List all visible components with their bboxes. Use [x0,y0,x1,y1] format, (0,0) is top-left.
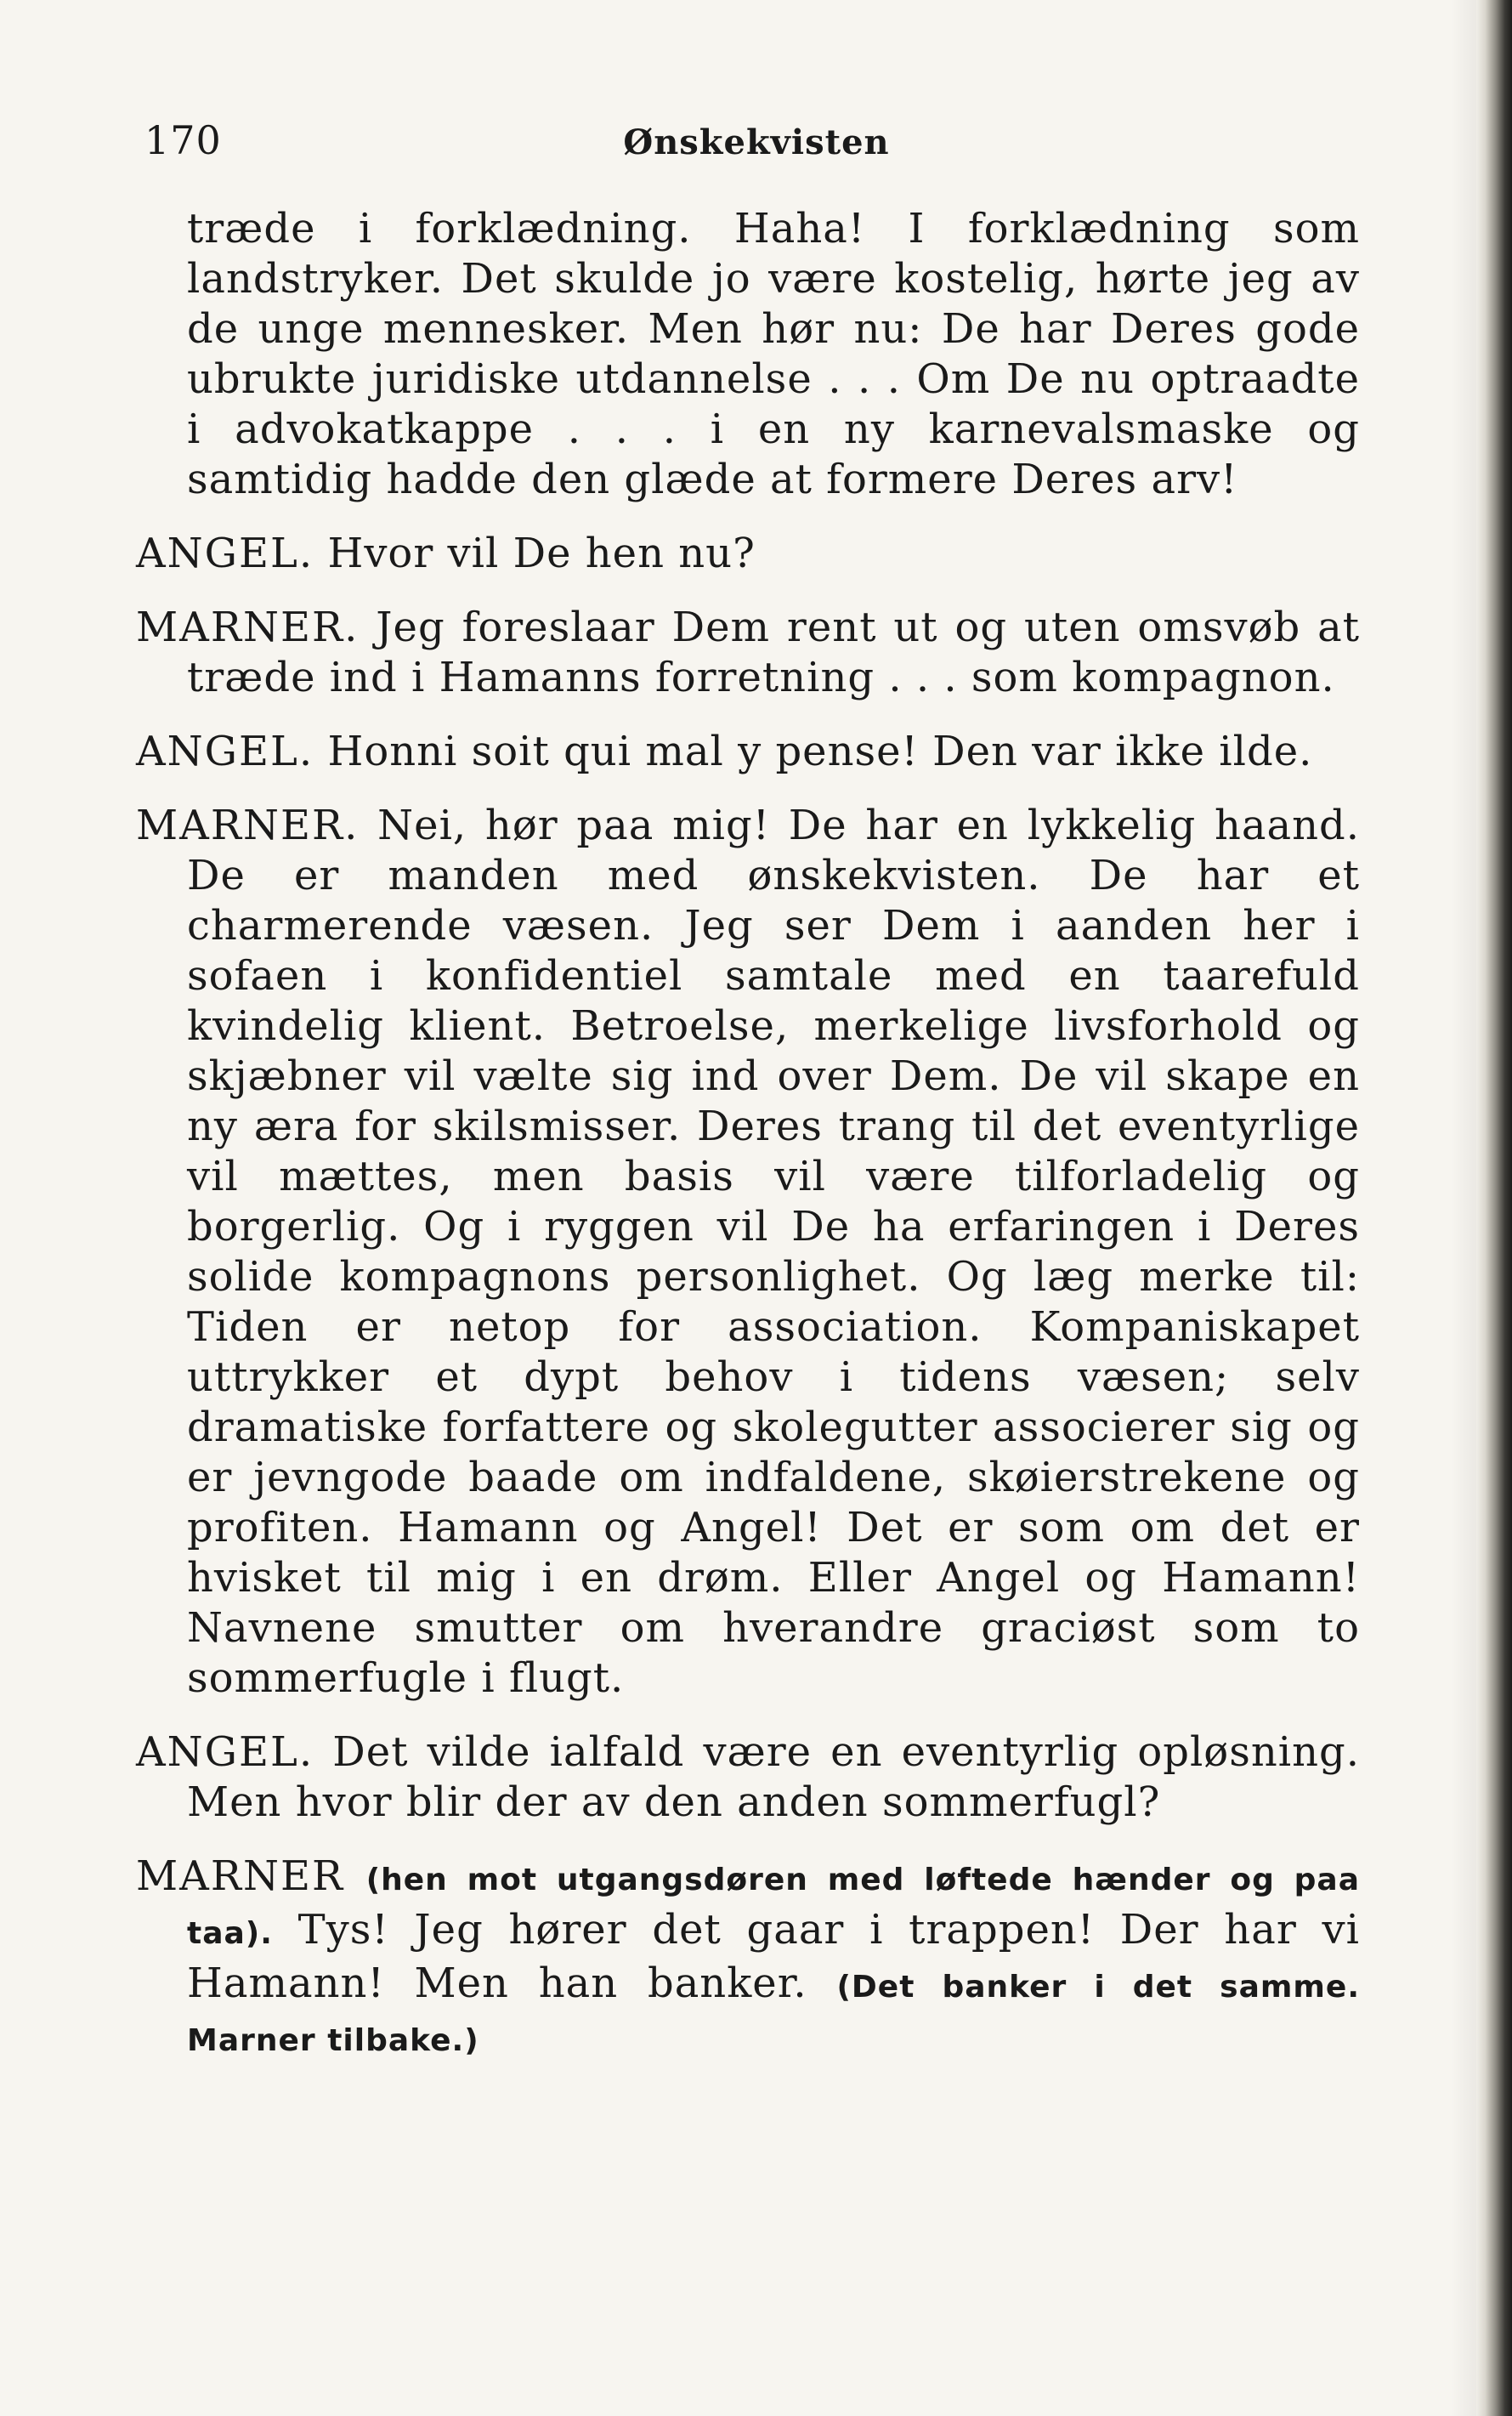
speech-text: Honni soit qui mal y pense! Den var ikke ilde. [327,728,1313,775]
speaker-name: ANGEL. [136,530,314,577]
speech-angel-1 [136,529,1360,579]
speech-text: Jeg foreslaar Dem rent ut og uten omsvøb at træde ind i Hamanns forretning . . . som kompagnon. [187,604,1361,701]
stage-direction: (hen mot utgangsdøren med løftede hænder og paa taa). [187,1863,1361,1951]
speech-angel-2 [136,727,1360,777]
page-header [144,117,1368,168]
speech-angel-3 [136,1727,1360,1828]
continued-paragraph: træde i forklædning. Haha! I forklædning som landstryker. Det skulde jo være kostelig, hørte jeg av de unge mennesker. Men hør nu: De har Deres gode ubrukte juridiske utdannelse . . . Om De nu optraadte i advokatkappe . . . i en ny karnevalsmaske og samtidig hadde den glæde at formere Deres arv! [187,205,1360,503]
speaker-name: MARNER. [136,802,360,849]
page-body [136,204,1360,2066]
speech-marner-2 [136,801,1360,1704]
running-title: Ønskekvisten [623,122,890,162]
book-spine-edge [1476,0,1512,2416]
speech-text: Det vilde ialfald være en eventyrlig opløsning. Men hvor blir der av den anden sommerfugl? [187,1728,1360,1826]
speaker-name: MARNER [136,1852,345,1900]
speech-marner-1 [136,603,1360,703]
page-number: 170 [144,117,222,163]
stage-direction: (Det banker i det samme. Marner tilbake.) [187,1970,1361,2058]
speech-marner-3 [136,1852,1360,2066]
speaker-name: ANGEL. [136,1728,314,1776]
speech-text: Hvor vil De hen nu? [327,530,756,577]
speaker-name: MARNER. [136,604,360,651]
page-gutter-shadow [1451,0,1476,2416]
speech-text: Tys! Jeg hører det gaar i trappen! Der har vi Hamann! Men han banker. [187,1906,1360,2007]
speech-text: Nei, hør paa mig! De har en lykkelig haand. De er manden med ønskekvisten. De har et charmerende væsen. Jeg ser Dem i aanden her i sofaen i konfidentiel samtale med en taarefuld kvindelig klient. Betroelse, merkelige livsforhold og skjæbner vil vælte sig ind over Dem. De vil skape en ny æra for skilsmisser. Deres trang til det eventyrlige vil mættes, men basis vil være tilforladelig og borgerlig. Og i ryggen vil De ha erfaringen i Deres solide kompagnons personlighet. Og læg merke til: Tiden er netop for association. Kompaniskapet uttrykker et dypt behov i tidens væsen; selv dramatiske forfattere og skolegutter associerer sig og er jevngode baade om indfaldene, skøierstrekene og profiten. Hamann og Angel! Det er som om det er hvisket til mig i en drøm. Eller Angel og Hamann! Navnene smutter om hverandre graciøst som to sommerfugle i flugt. [187,802,1361,1702]
speaker-name: ANGEL. [136,728,314,775]
